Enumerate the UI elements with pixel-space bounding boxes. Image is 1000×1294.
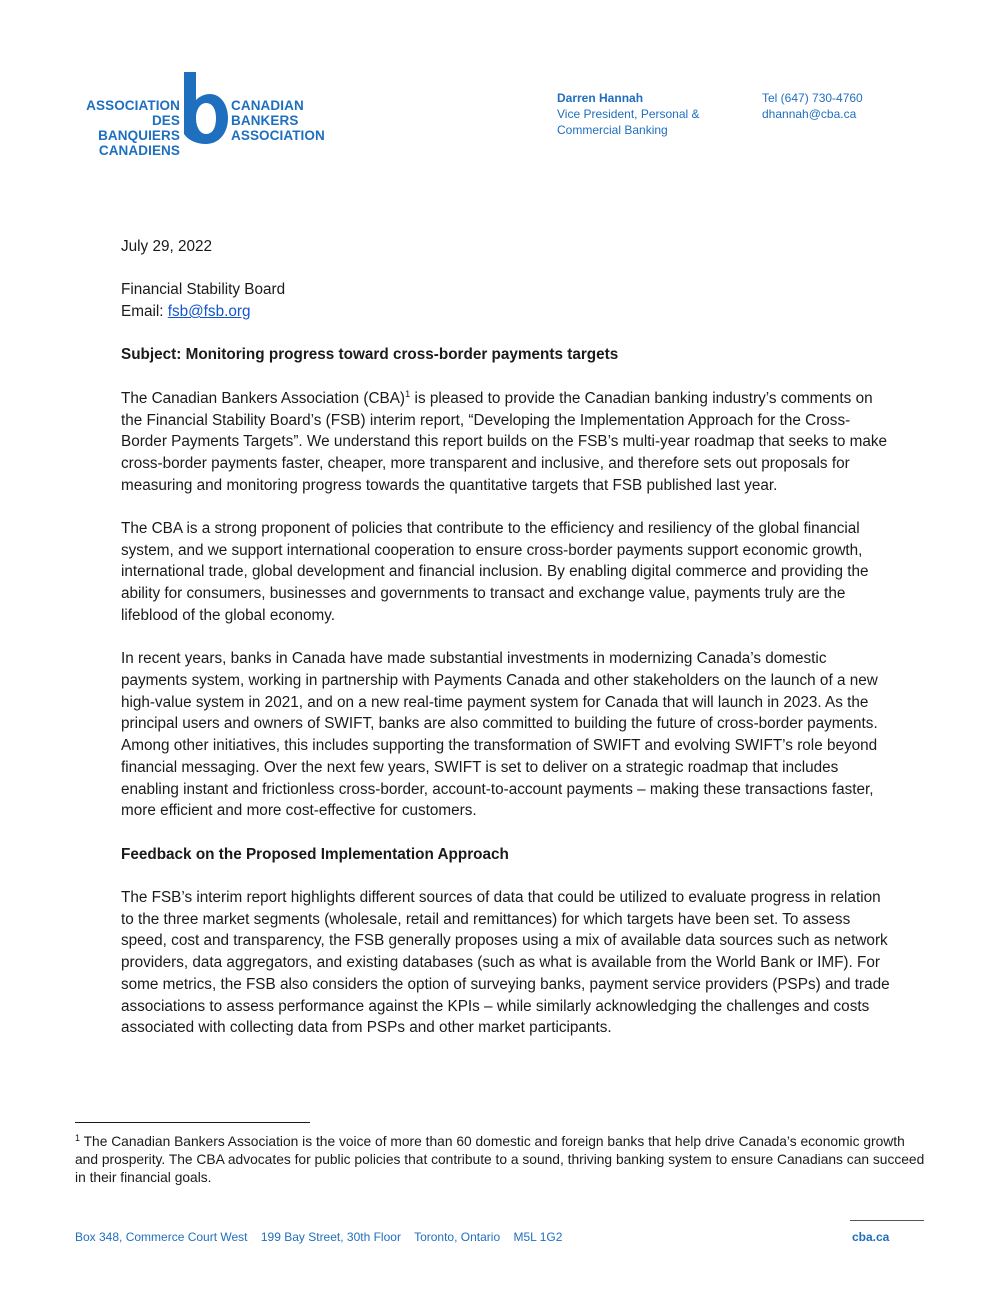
letter-date: July 29, 2022 <box>121 238 212 255</box>
footnote-ref[interactable]: 1 <box>405 388 411 400</box>
footer-address-postal: M5L 1G2 <box>513 1230 563 1244</box>
sender-phone: Tel (647) 730-4760 <box>762 91 863 105</box>
logo-b-mark-icon <box>182 72 228 144</box>
sender-title-line-2: Commercial Banking <box>557 123 668 137</box>
paragraph-2: The CBA is a strong proponent of policies that contribute to the efficiency and resiliency of the global financial system, and we support international cooperation to ensure cross-border payments support economic growth, international trade, global development and financial inclusion. By enabling digital commerce and providing the ability for consumers, businesses and governments to transact and exchange value, payments truly are the lifeblood of the global economy. <box>121 520 869 624</box>
sender-block <box>557 90 700 138</box>
subject-line: Subject: Monitoring progress toward cross-border payments targets <box>121 346 619 364</box>
paragraph-1-start: The Canadian Bankers Association (CBA) <box>121 389 405 407</box>
section-heading: Feedback on the Proposed Implementation Approach <box>121 845 509 863</box>
sender-email[interactable]: dhannah@cba.ca <box>762 107 857 121</box>
footnote-number: 1 <box>75 1133 81 1143</box>
footer-address-street: 199 Bay Street, 30th Floor <box>260 1230 401 1244</box>
recipient-block <box>121 279 891 322</box>
recipient-name: Financial Stability Board <box>121 281 286 299</box>
logo-english-line-1: CANADIAN <box>231 98 304 113</box>
paragraph-4: The FSB’s interim report highlights different sources of data that could be utilized to evaluate progress in relation to the three market segments (wholesale, retail and remittances) for which targets have been set. To assess speed, cost and transparency, the FSB generally proposes using a mix of available data sources such as network providers, data aggregators, and existing databases (such as what is available from the World Bank or IMF). For some metrics, the FSB also considers the option of surveying banks, payment service providers (PSPs) and trade associations to assess performance against the KPIs – while similarly acknowledging the challenges and costs associated with collecting data from PSPs and other market participants. <box>121 888 890 1037</box>
logo-english-line-3: ASSOCIATION <box>231 128 325 143</box>
sender-contact <box>762 90 863 122</box>
recipient-email-link[interactable]: fsb@fsb.org <box>167 303 251 321</box>
footer-website[interactable]: cba.ca <box>852 1230 890 1244</box>
recipient-email-label: Email: <box>121 303 168 321</box>
logo-french-line-3: CANADIENS <box>98 143 180 158</box>
footer-address <box>75 1230 572 1244</box>
logo-french-line-2: DES BANQUIERS <box>98 113 180 143</box>
logo-french-name <box>72 98 180 158</box>
logo-english-name <box>231 98 325 143</box>
logo-french-line-1: ASSOCIATION <box>86 98 180 113</box>
footnote-text: The Canadian Bankers Association is the voice of more than 60 domestic and foreign banks that help drive Canada’s economic growth and prosperity. The CBA advocates for public policies that contribute to a sound, thriving banking system to ensure Canadians can succeed in their financial goals. <box>75 1134 925 1185</box>
footnote-divider <box>75 1122 310 1123</box>
paragraph-1-rest: is pleased to provide the Canadian banking industry’s comments on the Financial Stability Board’s (FSB) interim report, “Developing the Implementation Approach for the Cross-Border Payments Targets”. We understand this report builds on the FSB’s multi-year roadmap that seeks to make cross-border payments faster, cheaper, more transparent and inclusive, and therefore sets out proposals for measuring and monitoring progress towards the quantitative targets that FSB published last year. <box>121 389 888 494</box>
sender-name: Darren Hannah <box>557 91 644 105</box>
paragraph-1 <box>121 388 891 497</box>
cba-logo <box>72 72 332 158</box>
footnote <box>75 1133 925 1187</box>
sender-title-line-1: Vice President, Personal & <box>557 107 700 121</box>
footer-address-city: Toronto, Ontario <box>414 1230 501 1244</box>
logo-english-line-2: BANKERS <box>231 113 299 128</box>
footer-address-box: Box 348, Commerce Court West <box>75 1230 248 1244</box>
footer-divider <box>850 1220 924 1221</box>
paragraph-3: In recent years, banks in Canada have made substantial investments in modernizing Canada’s domestic payments system, working in partnership with Payments Canada and other stakeholders on the launch of a new high-value system in 2021, and on a new real-time payment system for Canada that will launch in 2023. As the principal users and owners of SWIFT, banks are also committed to building the future of cross-border payments. Among other initiatives, this includes supporting the transformation of SWIFT and evolving SWIFT’s role beyond financial messaging. Over the next few years, SWIFT is set to deliver on a strategic roadmap that includes enabling instant and frictionless cross-border, account-to-account payments – making these transactions faster, more efficient and more cost-effective for customers. <box>121 650 878 820</box>
letter-body <box>121 236 891 1039</box>
